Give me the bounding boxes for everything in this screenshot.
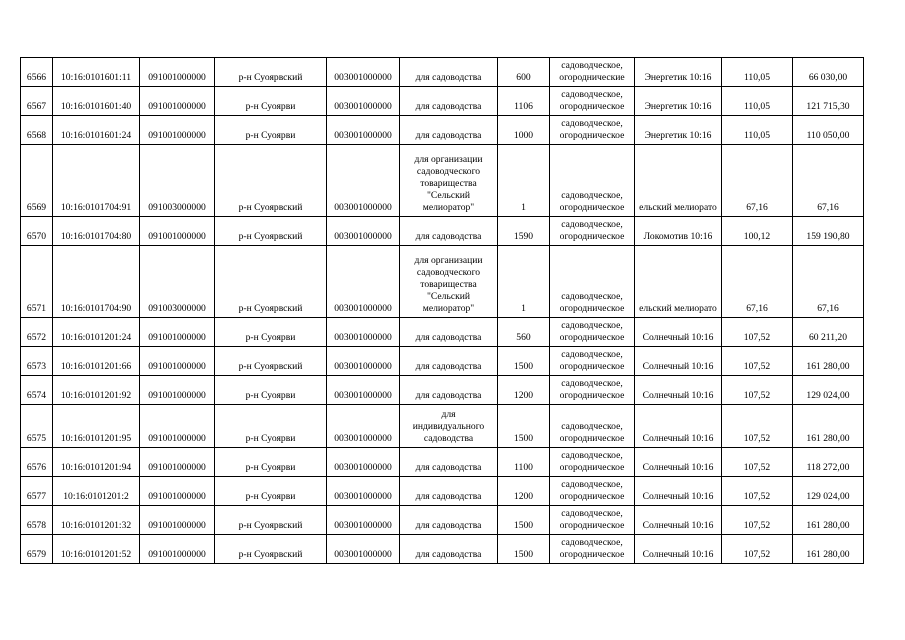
permitted-use-line: для садоводства bbox=[415, 520, 482, 531]
use-category-line: огородническое bbox=[559, 549, 625, 560]
permitted-use-line: индивидуального bbox=[412, 421, 485, 432]
settlement-cell: Солнечный 10:16 bbox=[635, 535, 722, 564]
permitted-use-line: мелиоратор" bbox=[422, 202, 475, 213]
okato-code-cell: 091001000000 bbox=[140, 376, 215, 405]
use-category-line: огородническое bbox=[559, 390, 625, 401]
category-code-cell: 003001000000 bbox=[327, 477, 400, 506]
okato-code-cell: 091001000000 bbox=[140, 116, 215, 145]
table-body bbox=[21, 58, 864, 564]
use-category-line: садоводческое, bbox=[561, 537, 623, 548]
use-category-cell bbox=[550, 217, 635, 246]
use-category-line: огородническое bbox=[559, 202, 625, 213]
use-category-cell bbox=[550, 246, 635, 318]
cadastral-value-cell: 121 715,30 bbox=[793, 87, 864, 116]
table-row bbox=[21, 477, 864, 506]
district-cell: р-н Суоярви bbox=[215, 477, 327, 506]
permitted-use-line: для садоводства bbox=[415, 361, 482, 372]
permitted-use-cell bbox=[400, 405, 498, 448]
settlement-cell: Солнечный 10:16 bbox=[635, 448, 722, 477]
settlement-cell: Энергетик 10:16 bbox=[635, 116, 722, 145]
use-category-line: огородническое bbox=[559, 361, 625, 372]
okato-code-cell: 091001000000 bbox=[140, 318, 215, 347]
table-row bbox=[21, 448, 864, 477]
cadastral-value-cell: 129 024,00 bbox=[793, 477, 864, 506]
cadastral-value-cell: 118 272,00 bbox=[793, 448, 864, 477]
cadastral-value-cell: 66 030,00 bbox=[793, 58, 864, 87]
cadastral-number-cell: 10:16:0101601:11 bbox=[53, 58, 140, 87]
cadastral-value-cell: 67,16 bbox=[793, 246, 864, 318]
record-number-cell: 6573 bbox=[21, 347, 53, 376]
permitted-use-line: для садоводства bbox=[415, 491, 482, 502]
settlement-cell: ельский мелиорато bbox=[635, 246, 722, 318]
use-category-cell bbox=[550, 448, 635, 477]
use-category-cell bbox=[550, 145, 635, 217]
cadastral-value-cell: 161 280,00 bbox=[793, 347, 864, 376]
area-cell: 560 bbox=[498, 318, 550, 347]
rate-cell: 107,52 bbox=[722, 535, 793, 564]
permitted-use-line: для bbox=[441, 409, 456, 420]
category-code-cell: 003001000000 bbox=[327, 448, 400, 477]
cadastral-number-cell: 10:16:0101601:40 bbox=[53, 87, 140, 116]
area-cell: 1100 bbox=[498, 448, 550, 477]
cadastral-number-cell: 10:16:0101201:95 bbox=[53, 405, 140, 448]
area-cell: 1 bbox=[498, 145, 550, 217]
settlement-cell: Солнечный 10:16 bbox=[635, 376, 722, 405]
area-cell: 1200 bbox=[498, 376, 550, 405]
cadastral-number-cell: 10:16:0101704:90 bbox=[53, 246, 140, 318]
cadastral-value-cell: 161 280,00 bbox=[793, 506, 864, 535]
record-number-cell: 6568 bbox=[21, 116, 53, 145]
record-number-cell: 6570 bbox=[21, 217, 53, 246]
okato-code-cell: 091001000000 bbox=[140, 506, 215, 535]
category-code-cell: 003001000000 bbox=[327, 318, 400, 347]
district-cell: р-н Суоярви bbox=[215, 448, 327, 477]
permitted-use-line: для садоводства bbox=[415, 462, 482, 473]
rate-cell: 107,52 bbox=[722, 347, 793, 376]
cadastral-number-cell: 10:16:0101201:32 bbox=[53, 506, 140, 535]
record-number-cell: 6578 bbox=[21, 506, 53, 535]
permitted-use-cell bbox=[400, 145, 498, 217]
permitted-use-cell bbox=[400, 116, 498, 145]
record-number-cell: 6569 bbox=[21, 145, 53, 217]
table-row bbox=[21, 405, 864, 448]
use-category-cell bbox=[550, 58, 635, 87]
record-number-cell: 6577 bbox=[21, 477, 53, 506]
area-cell: 1200 bbox=[498, 477, 550, 506]
settlement-cell: Солнечный 10:16 bbox=[635, 477, 722, 506]
okato-code-cell: 091001000000 bbox=[140, 477, 215, 506]
rate-cell: 100,12 bbox=[722, 217, 793, 246]
district-cell: р-н Суоярвский bbox=[215, 217, 327, 246]
settlement-cell: ельский мелиорато bbox=[635, 145, 722, 217]
rate-cell: 107,52 bbox=[722, 376, 793, 405]
permitted-use-cell bbox=[400, 246, 498, 318]
district-cell: р-н Суоярви bbox=[215, 376, 327, 405]
use-category-cell bbox=[550, 405, 635, 448]
cadastral-number-cell: 10:16:0101704:91 bbox=[53, 145, 140, 217]
okato-code-cell: 091003000000 bbox=[140, 246, 215, 318]
permitted-use-line: товарищества bbox=[420, 279, 477, 290]
permitted-use-line: садоводческого bbox=[416, 267, 481, 278]
use-category-line: огородническое bbox=[559, 303, 625, 314]
use-category-cell bbox=[550, 87, 635, 116]
okato-code-cell: 091001000000 bbox=[140, 535, 215, 564]
table-row bbox=[21, 87, 864, 116]
use-category-line: садоводческое, bbox=[561, 378, 623, 389]
category-code-cell: 003001000000 bbox=[327, 405, 400, 448]
district-cell: р-н Суоярви bbox=[215, 405, 327, 448]
use-category-line: садоводческое, bbox=[561, 291, 623, 302]
rate-cell: 67,16 bbox=[722, 145, 793, 217]
okato-code-cell: 091001000000 bbox=[140, 448, 215, 477]
use-category-line: огородническое bbox=[559, 520, 625, 531]
district-cell: р-н Суоярви bbox=[215, 87, 327, 116]
use-category-line: огородническое bbox=[559, 130, 625, 141]
table-row bbox=[21, 347, 864, 376]
district-cell: р-н Суоярвский bbox=[215, 535, 327, 564]
cadastral-value-cell: 161 280,00 bbox=[793, 405, 864, 448]
use-category-line: садоводческое, bbox=[561, 320, 623, 331]
permitted-use-cell bbox=[400, 58, 498, 87]
cadastral-value-cell: 67,16 bbox=[793, 145, 864, 217]
cadastral-number-cell: 10:16:0101201:92 bbox=[53, 376, 140, 405]
district-cell: р-н Суоярвский bbox=[215, 145, 327, 217]
cadastral-value-cell: 129 024,00 bbox=[793, 376, 864, 405]
category-code-cell: 003001000000 bbox=[327, 506, 400, 535]
area-cell: 1590 bbox=[498, 217, 550, 246]
settlement-cell: Солнечный 10:16 bbox=[635, 405, 722, 448]
use-category-line: садоводческое, bbox=[561, 219, 623, 230]
settlement-cell: Солнечный 10:16 bbox=[635, 318, 722, 347]
district-cell: р-н Суоярви bbox=[215, 318, 327, 347]
rate-cell: 110,05 bbox=[722, 116, 793, 145]
category-code-cell: 003001000000 bbox=[327, 376, 400, 405]
permitted-use-line: для садоводства bbox=[415, 549, 482, 560]
use-category-line: огородническое bbox=[559, 332, 625, 343]
permitted-use-line: "Сельский bbox=[426, 190, 471, 201]
cadastral-value-cell: 60 211,20 bbox=[793, 318, 864, 347]
rate-cell: 107,52 bbox=[722, 506, 793, 535]
use-category-line: садоводческое, bbox=[561, 60, 623, 71]
settlement-cell: Энергетик 10:16 bbox=[635, 87, 722, 116]
district-cell: р-н Суоярвский bbox=[215, 58, 327, 87]
table-row bbox=[21, 145, 864, 217]
use-category-line: садоводческое, bbox=[561, 190, 623, 201]
permitted-use-line: для садоводства bbox=[415, 130, 482, 141]
record-number-cell: 6566 bbox=[21, 58, 53, 87]
use-category-line: огородническое bbox=[559, 433, 625, 444]
permitted-use-line: мелиоратор" bbox=[422, 303, 475, 314]
record-number-cell: 6572 bbox=[21, 318, 53, 347]
table-row bbox=[21, 376, 864, 405]
use-category-line: садоводческое, bbox=[561, 118, 623, 129]
category-code-cell: 003001000000 bbox=[327, 347, 400, 376]
area-cell: 1 bbox=[498, 246, 550, 318]
table-row bbox=[21, 506, 864, 535]
cadastral-number-cell: 10:16:0101201:52 bbox=[53, 535, 140, 564]
table-row bbox=[21, 535, 864, 564]
table-row bbox=[21, 318, 864, 347]
land-registry-table bbox=[20, 57, 864, 564]
use-category-line: садоводческое, bbox=[561, 508, 623, 519]
area-cell: 600 bbox=[498, 58, 550, 87]
category-code-cell: 003001000000 bbox=[327, 87, 400, 116]
record-number-cell: 6571 bbox=[21, 246, 53, 318]
permitted-use-line: для садоводства bbox=[415, 332, 482, 343]
permitted-use-cell bbox=[400, 318, 498, 347]
table-row bbox=[21, 217, 864, 246]
okato-code-cell: 091001000000 bbox=[140, 405, 215, 448]
use-category-cell bbox=[550, 318, 635, 347]
rate-cell: 110,05 bbox=[722, 87, 793, 116]
permitted-use-cell bbox=[400, 217, 498, 246]
rate-cell: 67,16 bbox=[722, 246, 793, 318]
area-cell: 1500 bbox=[498, 535, 550, 564]
record-number-cell: 6574 bbox=[21, 376, 53, 405]
okato-code-cell: 091001000000 bbox=[140, 58, 215, 87]
record-number-cell: 6579 bbox=[21, 535, 53, 564]
use-category-line: огородническое bbox=[559, 101, 625, 112]
use-category-cell bbox=[550, 116, 635, 145]
area-cell: 1500 bbox=[498, 506, 550, 535]
category-code-cell: 003001000000 bbox=[327, 246, 400, 318]
okato-code-cell: 091001000000 bbox=[140, 347, 215, 376]
permitted-use-cell bbox=[400, 506, 498, 535]
rate-cell: 107,52 bbox=[722, 477, 793, 506]
use-category-cell bbox=[550, 535, 635, 564]
use-category-line: садоводческое, bbox=[561, 349, 623, 360]
cadastral-number-cell: 10:16:0101201:2 bbox=[53, 477, 140, 506]
cadastral-number-cell: 10:16:0101201:66 bbox=[53, 347, 140, 376]
okato-code-cell: 091001000000 bbox=[140, 87, 215, 116]
area-cell: 1500 bbox=[498, 405, 550, 448]
rate-cell: 110,05 bbox=[722, 58, 793, 87]
cadastral-number-cell: 10:16:0101704:80 bbox=[53, 217, 140, 246]
permitted-use-line: "Сельский bbox=[426, 291, 471, 302]
category-code-cell: 003001000000 bbox=[327, 58, 400, 87]
record-number-cell: 6576 bbox=[21, 448, 53, 477]
cadastral-value-cell: 110 050,00 bbox=[793, 116, 864, 145]
permitted-use-cell bbox=[400, 347, 498, 376]
cadastral-number-cell: 10:16:0101201:94 bbox=[53, 448, 140, 477]
permitted-use-line: для садоводства bbox=[415, 72, 482, 83]
cadastral-value-cell: 161 280,00 bbox=[793, 535, 864, 564]
use-category-line: огородническое bbox=[559, 462, 625, 473]
use-category-cell bbox=[550, 477, 635, 506]
rate-cell: 107,52 bbox=[722, 448, 793, 477]
category-code-cell: 003001000000 bbox=[327, 217, 400, 246]
category-code-cell: 003001000000 bbox=[327, 145, 400, 217]
use-category-cell bbox=[550, 376, 635, 405]
okato-code-cell: 091003000000 bbox=[140, 145, 215, 217]
permitted-use-cell bbox=[400, 477, 498, 506]
permitted-use-line: товарищества bbox=[420, 178, 477, 189]
area-cell: 1000 bbox=[498, 116, 550, 145]
permitted-use-cell bbox=[400, 448, 498, 477]
permitted-use-cell bbox=[400, 535, 498, 564]
rate-cell: 107,52 bbox=[722, 318, 793, 347]
record-number-cell: 6567 bbox=[21, 87, 53, 116]
settlement-cell: Солнечный 10:16 bbox=[635, 506, 722, 535]
district-cell: р-н Суоярвский bbox=[215, 246, 327, 318]
use-category-cell bbox=[550, 347, 635, 376]
settlement-cell: Локомотив 10:16 bbox=[635, 217, 722, 246]
permitted-use-line: для садоводства bbox=[415, 101, 482, 112]
use-category-line: огородническое bbox=[559, 231, 625, 242]
cadastral-value-cell: 159 190,80 bbox=[793, 217, 864, 246]
cadastral-number-cell: 10:16:0101201:24 bbox=[53, 318, 140, 347]
permitted-use-line: садоводческого bbox=[416, 166, 481, 177]
district-cell: р-н Суоярвский bbox=[215, 347, 327, 376]
settlement-cell: Солнечный 10:16 bbox=[635, 347, 722, 376]
okato-code-cell: 091001000000 bbox=[140, 217, 215, 246]
category-code-cell: 003001000000 bbox=[327, 535, 400, 564]
use-category-cell bbox=[550, 506, 635, 535]
record-number-cell: 6575 bbox=[21, 405, 53, 448]
category-code-cell: 003001000000 bbox=[327, 116, 400, 145]
permitted-use-line: садоводства bbox=[423, 433, 474, 444]
permitted-use-line: для садоводства bbox=[415, 231, 482, 242]
settlement-cell: Энергетик 10:16 bbox=[635, 58, 722, 87]
permitted-use-line: для организации bbox=[414, 154, 483, 165]
table-row bbox=[21, 58, 864, 87]
use-category-line: садоводческое, bbox=[561, 479, 623, 490]
use-category-line: садоводческое, bbox=[561, 89, 623, 100]
table-row bbox=[21, 116, 864, 145]
use-category-line: садоводческое, bbox=[561, 450, 623, 461]
rate-cell: 107,52 bbox=[722, 405, 793, 448]
cadastral-number-cell: 10:16:0101601:24 bbox=[53, 116, 140, 145]
table-row bbox=[21, 246, 864, 318]
use-category-line: огороднические bbox=[559, 72, 625, 83]
use-category-line: садоводческое, bbox=[561, 421, 623, 432]
permitted-use-cell bbox=[400, 87, 498, 116]
area-cell: 1106 bbox=[498, 87, 550, 116]
permitted-use-cell bbox=[400, 376, 498, 405]
use-category-line: огородническое bbox=[559, 491, 625, 502]
district-cell: р-н Суоярви bbox=[215, 116, 327, 145]
district-cell: р-н Суоярвский bbox=[215, 506, 327, 535]
permitted-use-line: для садоводства bbox=[415, 390, 482, 401]
area-cell: 1500 bbox=[498, 347, 550, 376]
permitted-use-line: для организации bbox=[414, 255, 483, 266]
